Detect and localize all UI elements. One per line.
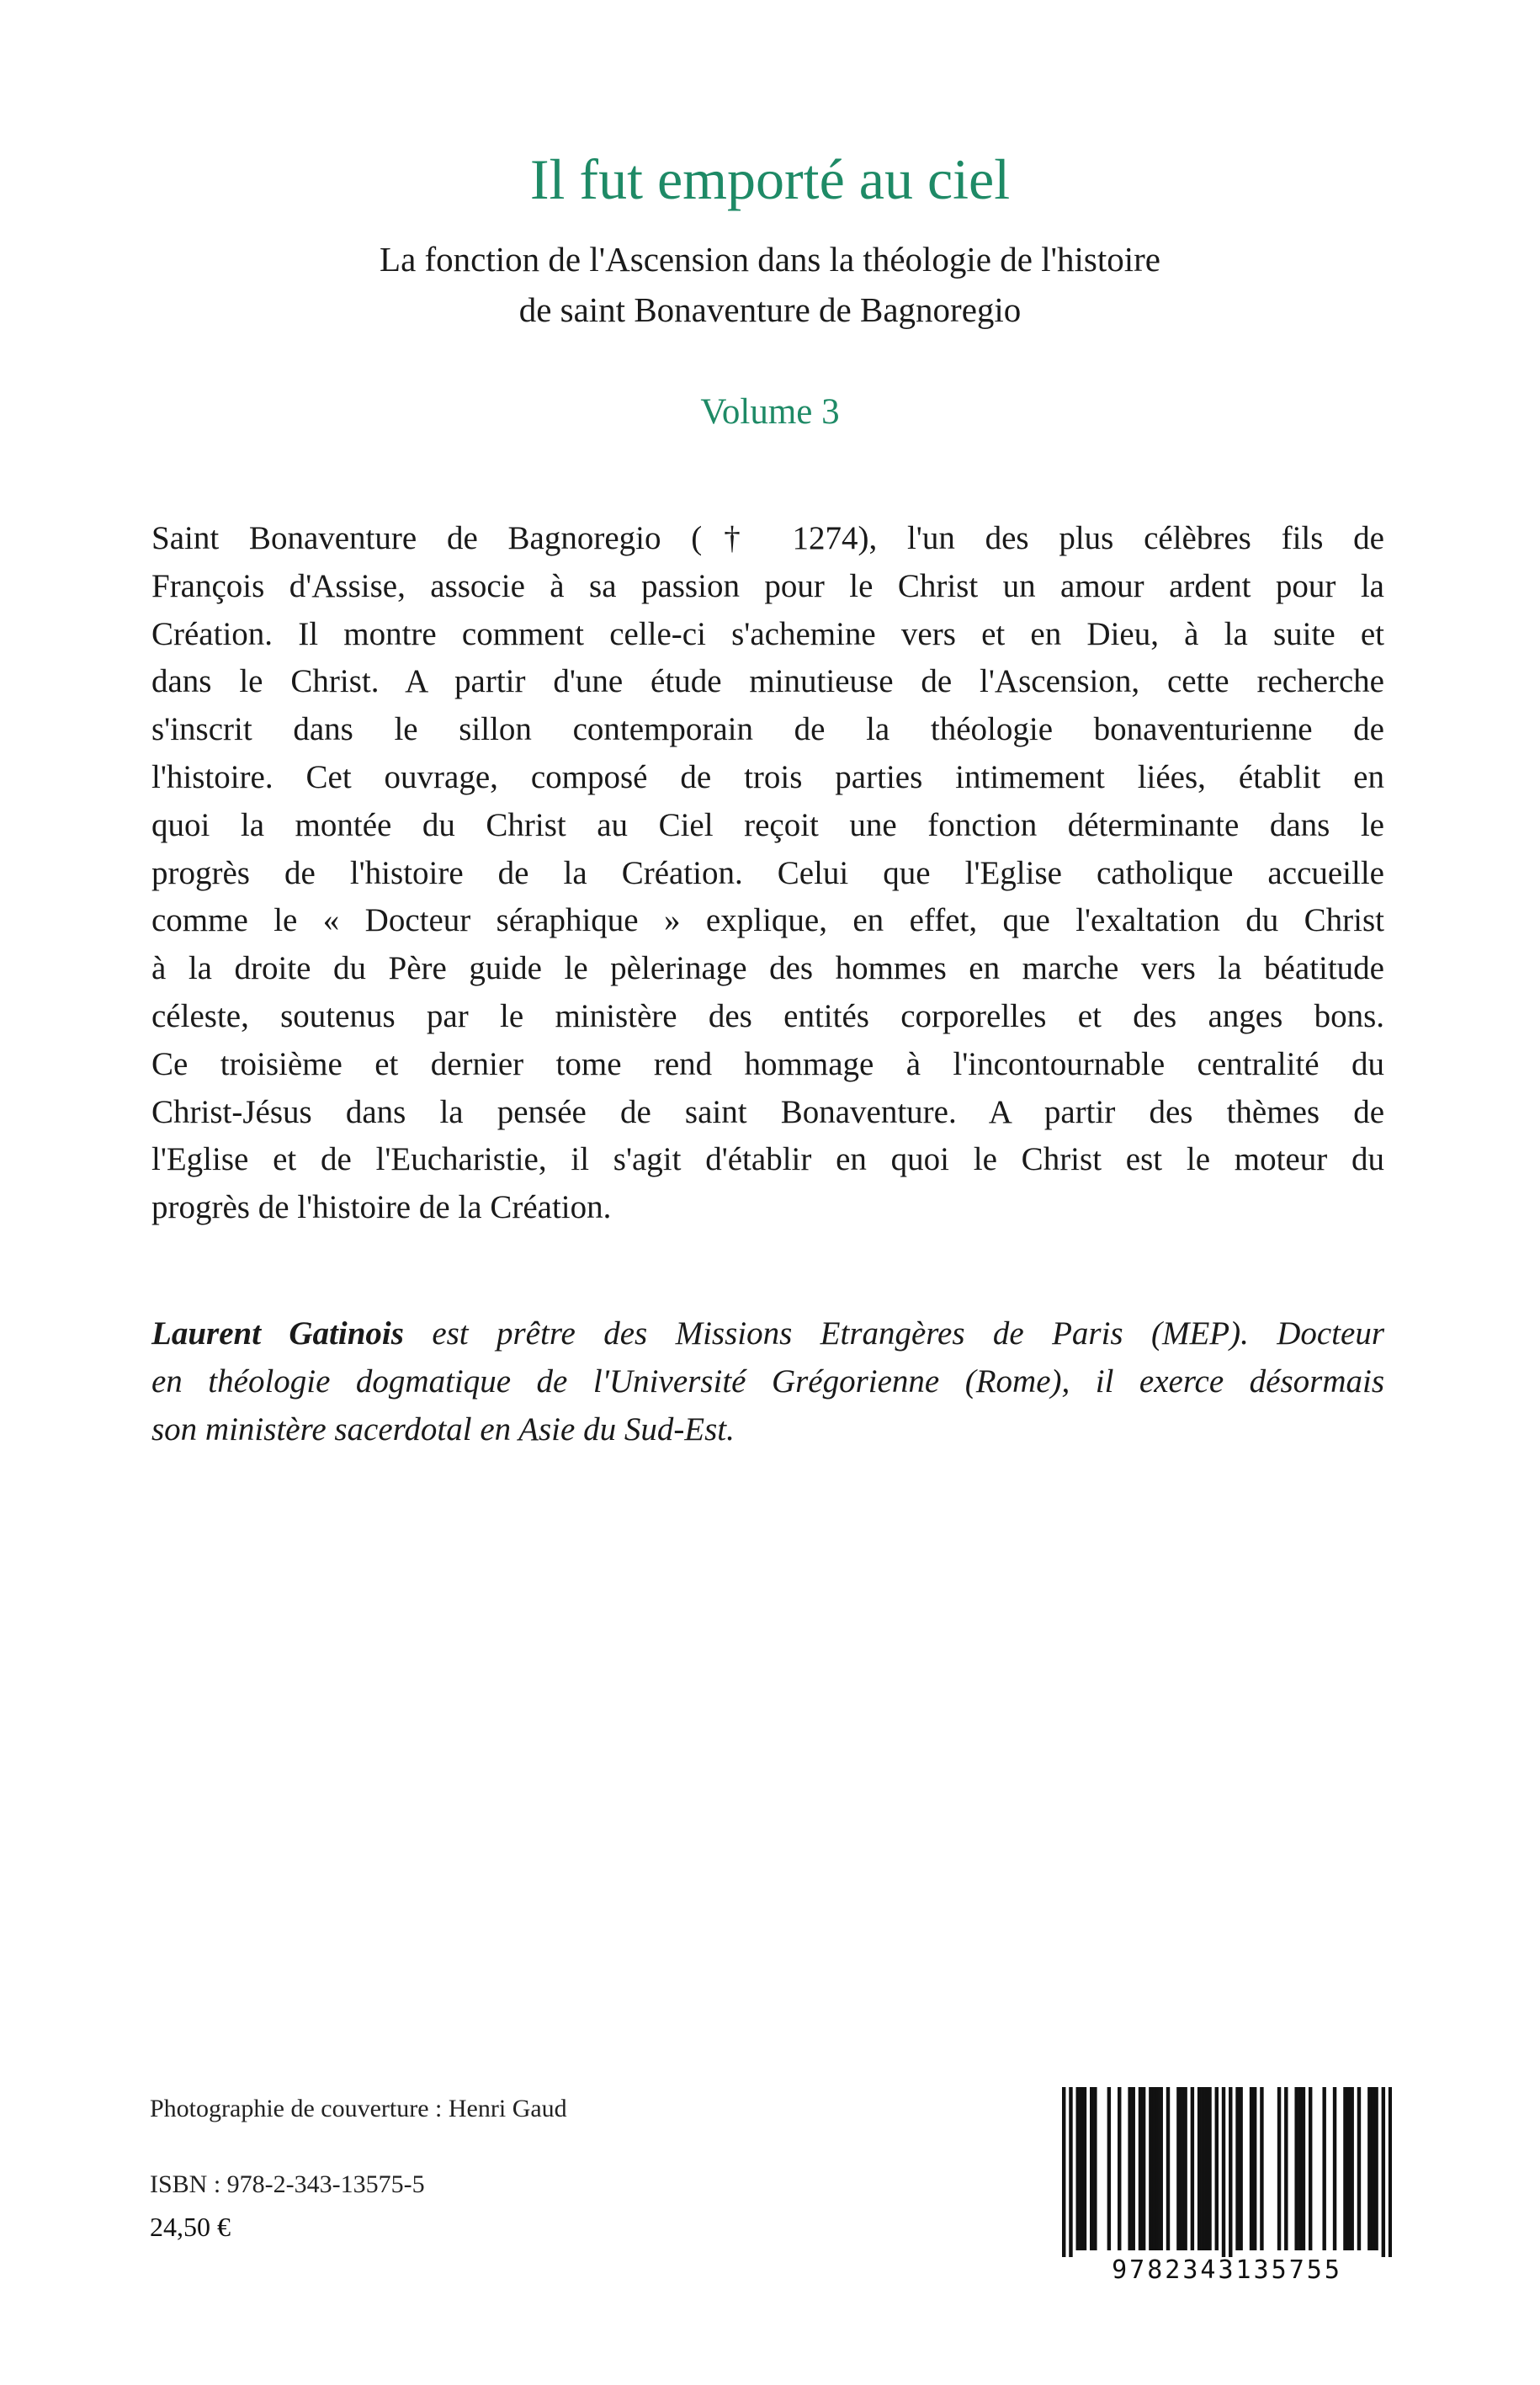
author-bio-line: en théologie dogmatique de l'Université Grégorienne (Rome), il exerce désormais <box>151 1363 1384 1400</box>
author-bio <box>151 1309 1384 1453</box>
barcode-bar <box>1093 2087 1097 2250</box>
barcode-bar <box>1201 2087 1204 2250</box>
summary-line: l'Eglise et de l'Eucharistie, il s'agit d'établir en quoi le Christ est le moteur du <box>151 1141 1384 1178</box>
summary-line: s'inscrit dans le sillon contemporain de la théologie bonaventurienne de <box>151 711 1384 748</box>
barcode-bar <box>1298 2087 1302 2250</box>
barcode-bar <box>1080 2087 1083 2250</box>
barcode-bar <box>1076 2087 1080 2250</box>
summary-line: quoi la montée du Christ au Ciel reçoit une fonction déterminante dans le <box>151 806 1384 843</box>
barcode-bar <box>1239 2087 1242 2250</box>
barcode-bar <box>1302 2087 1305 2250</box>
barcode-digits: 9782343135755 <box>1112 2255 1342 2285</box>
barcode-bar <box>1208 2087 1211 2250</box>
barcode-bar <box>1142 2087 1145 2250</box>
barcode <box>1062 2087 1392 2257</box>
summary-line: Ce troisième et dernier tome rend hommage à l'incontournable centralité du <box>151 1045 1384 1082</box>
author-bio-text: est prêtre des Missions Etrangères de Paris (MEP). Docteur <box>432 1315 1384 1352</box>
barcode-bar <box>1371 2087 1374 2250</box>
barcode-bar <box>1062 2087 1065 2257</box>
barcode-bar <box>1374 2087 1378 2250</box>
barcode-bar <box>1284 2087 1288 2250</box>
barcode-bar <box>1090 2087 1093 2250</box>
barcode-bar <box>1389 2087 1392 2257</box>
author-bio-line <box>151 1309 1384 1357</box>
subtitle-line: de saint Bonaventure de Bagnoregio <box>518 290 1022 329</box>
barcode-bar <box>1128 2087 1131 2250</box>
barcode-bar <box>1250 2087 1253 2250</box>
author-bio-line: son ministère sacerdotal en Asie du Sud-Est. <box>151 1411 735 1447</box>
barcode-bar <box>1309 2087 1312 2250</box>
barcode-bar <box>1229 2087 1232 2257</box>
summary-line: Christ-Jésus dans la pensée de saint Bonaventure. A partir des thèmes de <box>151 1093 1384 1130</box>
subtitle-line: La fonction de l'Ascension dans la théologie de l'histoire <box>380 240 1160 279</box>
summary-line: Création. Il montre comment celle-ci s'achemine vers et en Dieu, à la suite et <box>151 615 1384 652</box>
book-subtitle <box>0 234 1540 335</box>
barcode-bar <box>1160 2087 1163 2250</box>
barcode-bar <box>1183 2087 1187 2250</box>
barcode-bar <box>1277 2087 1281 2250</box>
summary-paragraph <box>151 515 1384 1232</box>
summary-line: céleste, soutenus par le ministère des entités corporelles et des anges bons. <box>151 997 1384 1034</box>
barcode-bar <box>1083 2087 1086 2250</box>
barcode-bar <box>1350 2087 1353 2250</box>
barcode-bar <box>1333 2087 1336 2250</box>
barcode-bar <box>1382 2087 1385 2257</box>
barcode-bar <box>1357 2087 1361 2250</box>
price-label: 24,50 € <box>150 2212 231 2242</box>
summary-line: progrès de l'histoire de la Création. Celui que l'Eglise catholique accueille <box>151 854 1384 891</box>
barcode-bar <box>1253 2087 1256 2250</box>
barcode-bar <box>1294 2087 1298 2250</box>
barcode-bar <box>1166 2087 1170 2250</box>
volume-label: Volume 3 <box>700 392 840 432</box>
barcode-graphic <box>1062 2087 1392 2257</box>
barcode-bar <box>1191 2087 1194 2250</box>
barcode-bar <box>1139 2087 1142 2250</box>
barcode-bar <box>1152 2087 1155 2250</box>
barcode-bar <box>1197 2087 1201 2250</box>
barcode-bar <box>1343 2087 1346 2250</box>
barcode-bar <box>1235 2087 1239 2250</box>
book-title: Il fut emporté au ciel <box>529 147 1011 211</box>
barcode-bar <box>1322 2087 1325 2250</box>
barcode-bar <box>1222 2087 1225 2257</box>
barcode-bar <box>1260 2087 1263 2250</box>
barcode-bar <box>1069 2087 1072 2257</box>
summary-line: dans le Christ. A partir d'une étude minutieuse de l'Ascension, cette recherche <box>151 663 1384 700</box>
summary-line: Saint Bonaventure de Bagnoregio († 1274), l'un des plus célèbres fils de <box>151 520 1384 556</box>
barcode-bar <box>1176 2087 1180 2250</box>
barcode-bar <box>1204 2087 1208 2250</box>
summary-line: comme le « Docteur séraphique » explique, en effet, que l'exaltation du Christ <box>151 902 1384 939</box>
summary-line: progrès de l'histoire de la Création. <box>151 1189 612 1226</box>
barcode-bar <box>1118 2087 1121 2250</box>
summary-line: à la droite du Père guide le pèlerinage des hommes en marche vers la béatitude <box>151 950 1384 987</box>
barcode-bar <box>1367 2087 1371 2250</box>
barcode-bar <box>1132 2087 1135 2250</box>
barcode-bar <box>1149 2087 1152 2250</box>
barcode-bar <box>1155 2087 1159 2250</box>
author-name: Laurent Gatinois <box>151 1315 404 1352</box>
photo-credit: Photographie de couverture : Henri Gaud <box>150 2095 567 2122</box>
summary-line: François d'Assise, associe à sa passion pour le Christ un amour ardent pour la <box>151 567 1384 604</box>
barcode-bar <box>1215 2087 1219 2250</box>
summary-line: l'histoire. Cet ouvrage, composé de trois parties intimement liées, établit en <box>151 758 1384 795</box>
barcode-bar <box>1180 2087 1183 2250</box>
isbn-label: ISBN : 978-2-343-13575-5 <box>150 2170 425 2198</box>
barcode-bar <box>1346 2087 1350 2250</box>
barcode-bar <box>1107 2087 1111 2250</box>
